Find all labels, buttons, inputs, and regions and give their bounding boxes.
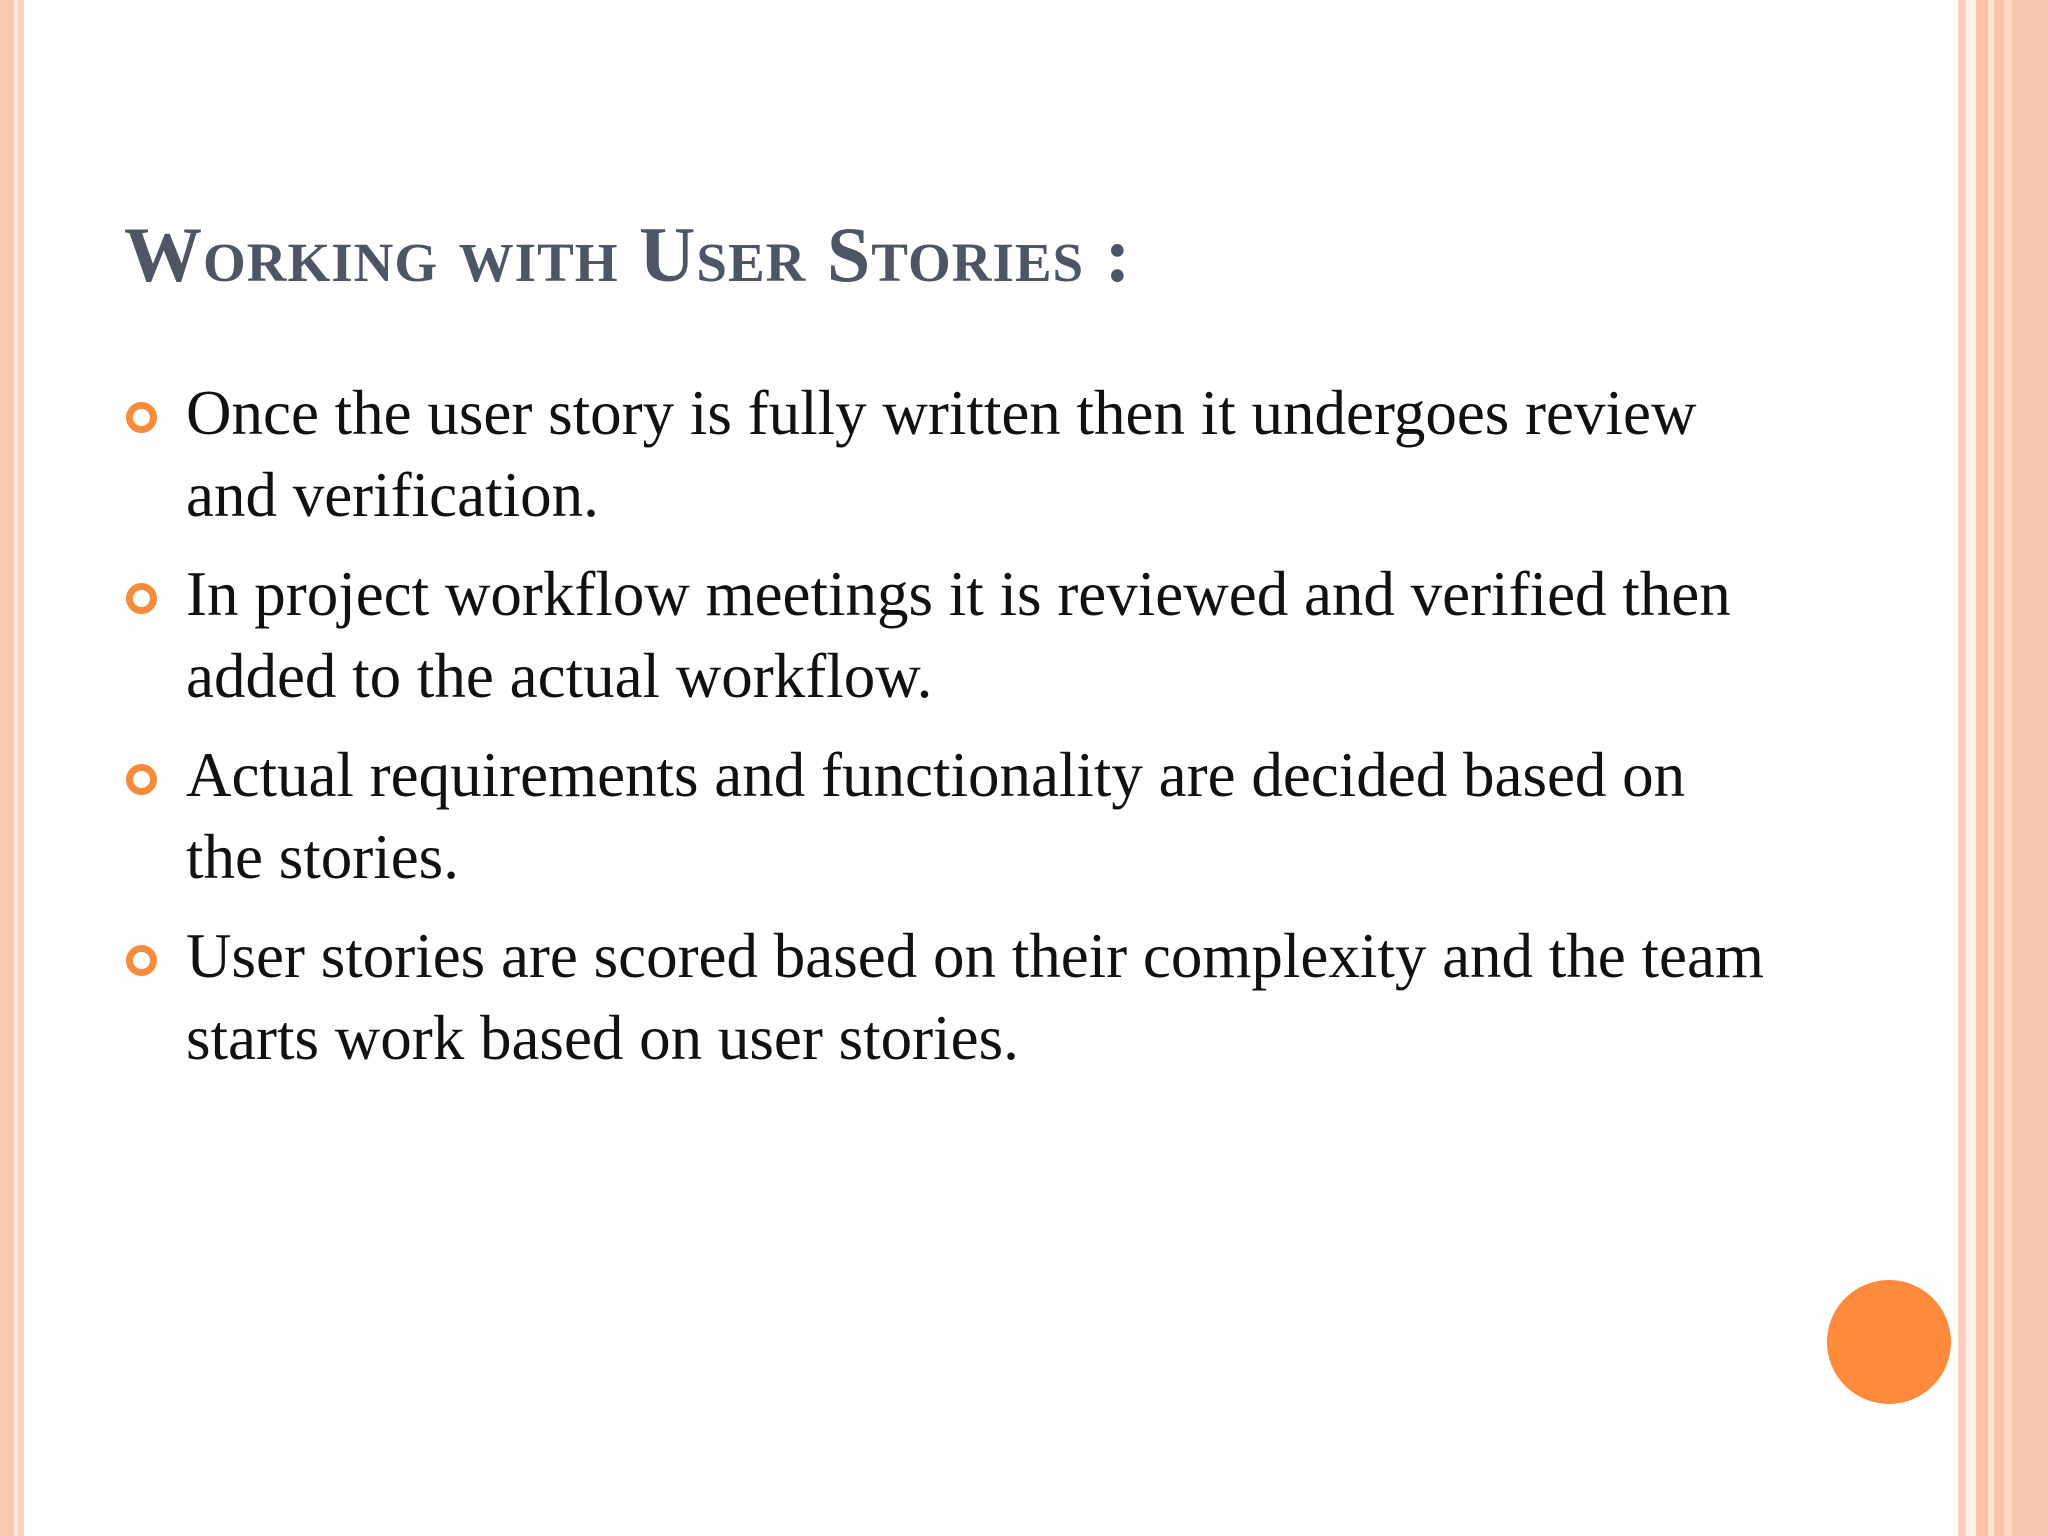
right-border-stripe	[1994, 0, 2004, 1536]
bullet-text: Once the user story is fully written then it undergoes review and verification.	[186, 378, 1697, 530]
right-border-stripe	[1958, 0, 1966, 1536]
ring-bullet-icon	[126, 945, 157, 976]
orange-circle-icon	[1827, 1280, 1951, 1404]
bullet-item	[124, 372, 1764, 536]
bullet-list	[124, 372, 1764, 1096]
left-border-stripe	[18, 0, 24, 1536]
ring-bullet-icon	[126, 402, 157, 433]
bullet-item	[124, 915, 1764, 1079]
ring-bullet-icon	[126, 583, 157, 614]
right-border-stripe	[1966, 0, 1976, 1536]
right-border-stripe	[2012, 0, 2048, 1536]
right-border-stripe	[1976, 0, 1988, 1536]
bullet-text: In project workflow meetings it is reviewed and verified then added to the actual workflow.	[186, 559, 1731, 711]
bullet-item	[124, 734, 1764, 898]
bullet-item	[124, 553, 1764, 717]
left-border-stripe	[0, 0, 14, 1536]
ring-bullet-icon	[126, 764, 157, 795]
bullet-text: User stories are scored based on their complexity and the team starts work based on user stories.	[186, 921, 1764, 1073]
slide-title: Working with User Stories :	[124, 211, 1132, 298]
bullet-text: Actual requirements and functionality are decided based on the stories.	[186, 740, 1686, 892]
right-border-stripe	[2004, 0, 2012, 1536]
